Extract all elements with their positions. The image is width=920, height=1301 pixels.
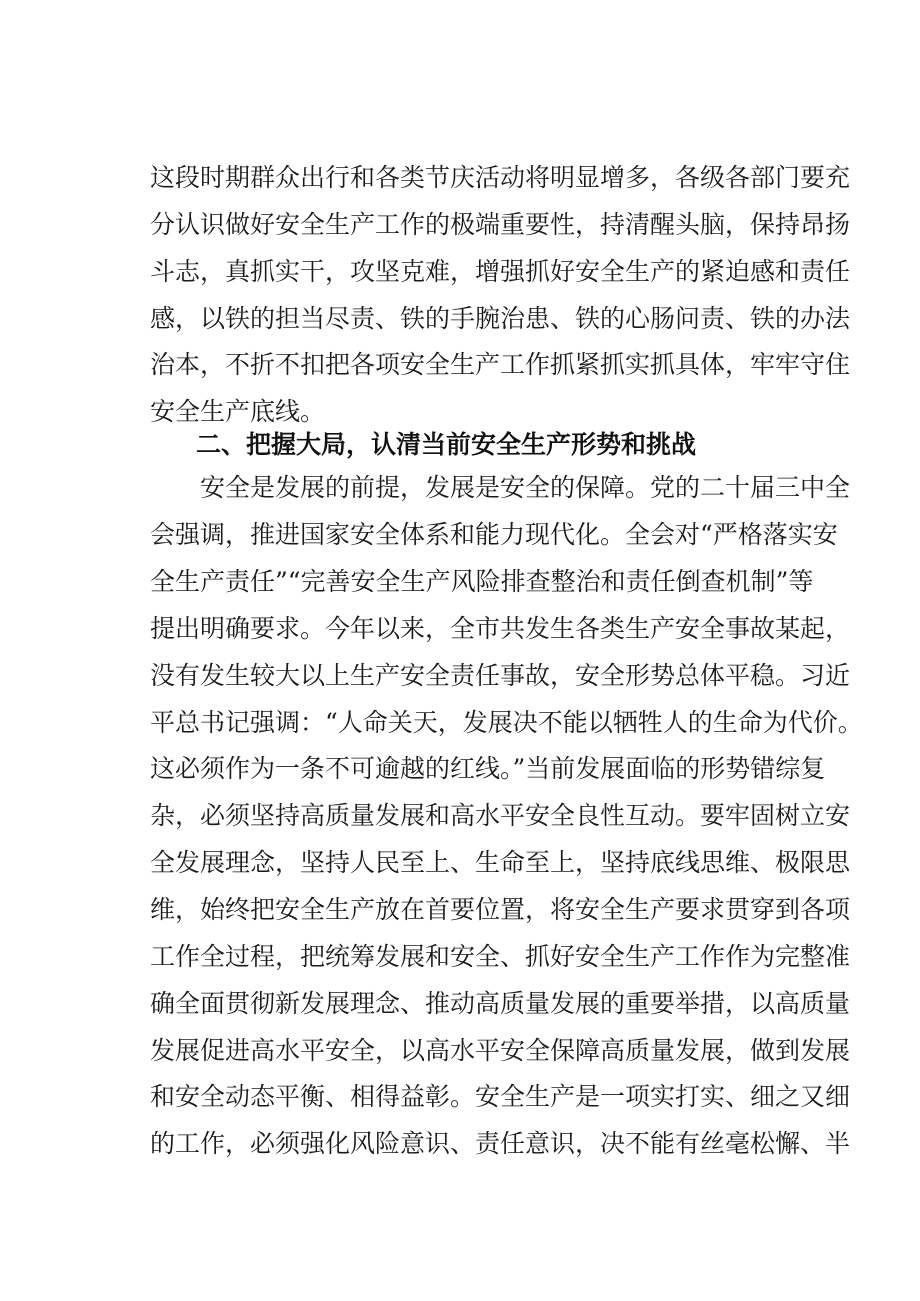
body-text-line: 治本，不折不扣把各项安全生产工作抓紧抓实抓具体，牢牢守住	[150, 350, 851, 379]
body-text-line: 全发展理念，坚持人民至上、生命至上，坚持底线思维、极限思	[150, 848, 851, 877]
body-text-line: 和安全动态平衡、相得益彰。安全生产是一项实打实、细之又细	[150, 1082, 851, 1111]
body-text-line: 会强调，推进国家安全体系和能力现代化。全会对“严格落实安	[150, 520, 838, 549]
body-text-line: 没有发生较大以上生产安全责任事故，安全形势总体平稳。习近	[150, 661, 851, 690]
body-text-line: 斗志，真抓实干，攻坚克难，增强抓好安全生产的紧迫感和责任	[150, 257, 851, 286]
body-text-line: 全生产责任”“完善安全生产风险排查整治和责任倒查机制”等	[150, 567, 814, 596]
body-text-line: 这必须作为一条不可逾越的红线。”当前发展面临的形势错综复	[150, 754, 826, 783]
body-text-line: 安全生产底线。	[150, 397, 326, 426]
body-text-line: 杂，必须坚持高质量发展和高水平安全良性互动。要牢固树立安	[150, 801, 851, 830]
body-text-line: 安全是发展的前提，发展是安全的保障。党的二十届三中全	[200, 473, 851, 502]
body-text-line: 维，始终把安全生产放在首要位置，将安全生产要求贯穿到各项	[150, 895, 851, 924]
body-text-line: 确全面贯彻新发展理念、推动高质量发展的重要举措，以高质量	[150, 989, 851, 1018]
body-text-line: 提出明确要求。今年以来，全市共发生各类生产安全事故某起，	[150, 614, 851, 643]
body-text-line: 发展促进高水平安全，以高水平安全保障高质量发展，做到发展	[150, 1036, 851, 1065]
body-text-line: 分认识做好安全生产工作的极端重要性，持清醒头脑，保持昂扬	[150, 210, 851, 239]
body-text-line: 的工作，必须强化风险意识、责任意识，决不能有丝毫松懈、半	[150, 1129, 851, 1158]
body-text-line: 这段时期群众出行和各类节庆活动将明显增多，各级各部门要充	[150, 163, 851, 192]
body-text-line: 平总书记强调：“人命关天，发展决不能以牺牲人的生命为代价。	[150, 708, 863, 737]
body-text-line: 感，以铁的担当尽责、铁的手腕治患、铁的心肠问责、铁的办法	[150, 304, 851, 333]
section-heading: 二、把握大局，认清当前安全生产形势和挑战	[196, 430, 697, 459]
body-text-line: 工作全过程，把统筹发展和安全、抓好安全生产工作作为完整准	[150, 942, 851, 971]
